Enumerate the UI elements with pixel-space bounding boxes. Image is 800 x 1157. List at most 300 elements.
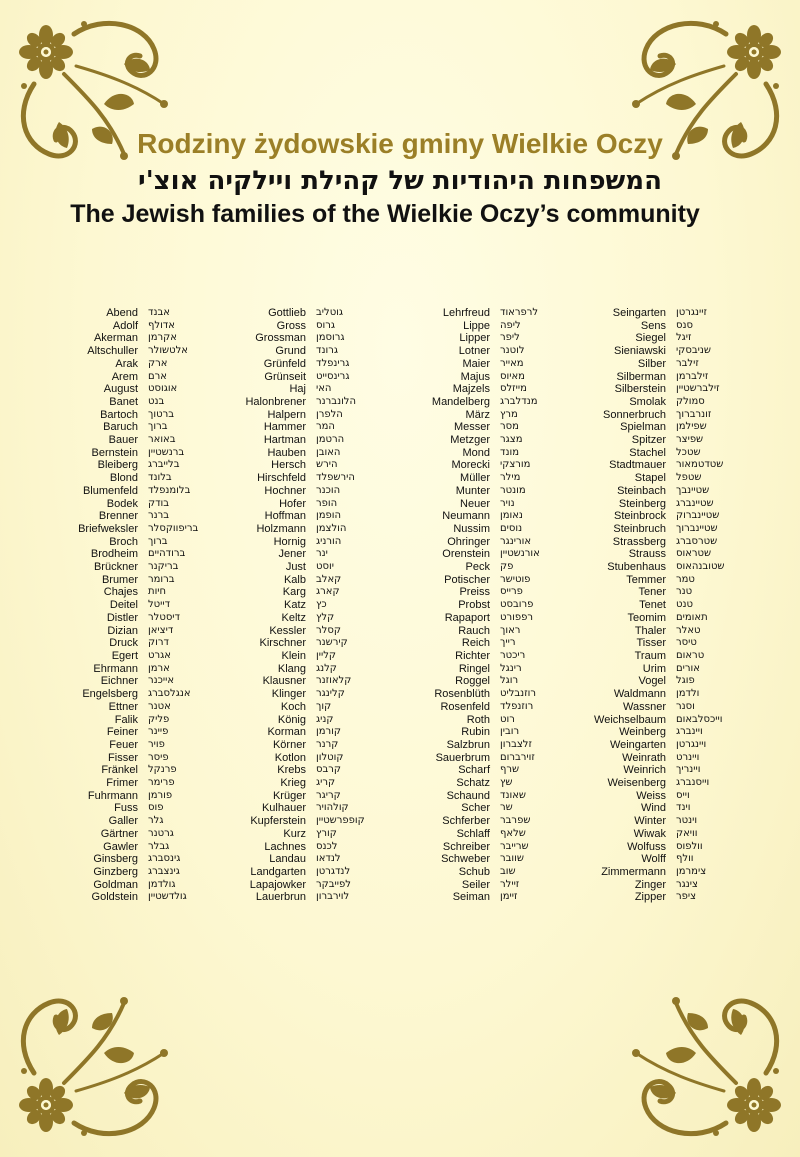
family-name-latin: Krüger [272, 789, 306, 802]
family-name-latin: Kulhauer [261, 802, 306, 815]
family-name-latin: Adolf [112, 319, 138, 332]
family-name-hebrew: וויאק [676, 827, 698, 839]
family-name-latin: Orenstein [442, 548, 490, 561]
family-name-hebrew: קולהויר [316, 802, 349, 814]
family-name-latin: Steinbach [617, 484, 666, 497]
family-name-hebrew: מונטר [500, 484, 526, 496]
family-name-hebrew: קלנג [316, 662, 337, 674]
family-name-latin: Gottlieb [268, 307, 306, 319]
family-name-hebrew: שטפל [676, 472, 702, 484]
family-name-hebrew: גוטליב [316, 307, 344, 318]
family-name-hebrew: שטיינברוך [676, 522, 718, 534]
family-name-hebrew: אלטשולר [148, 345, 188, 357]
family-name-hebrew: קריג [316, 777, 336, 789]
family-name-hebrew: מונד [500, 446, 519, 458]
family-name-latin: Karg [282, 586, 306, 599]
family-name-hebrew: שפילמן [676, 421, 707, 433]
family-name-hebrew: גרוסמן [316, 332, 345, 344]
family-name-hebrew: לנדאו [316, 853, 341, 865]
family-name-hebrew: קלץ [316, 611, 335, 623]
family-name-latin: Spielman [620, 421, 666, 434]
family-name-latin: Briefweksler [78, 522, 138, 535]
family-name-latin: Klang [277, 662, 306, 675]
family-name-latin: Chajes [103, 586, 138, 599]
family-name-hebrew: נאומן [500, 510, 523, 522]
family-name-latin: Bodek [106, 497, 138, 510]
family-name-latin: Majus [460, 370, 490, 383]
family-name-latin: Brückner [93, 561, 138, 574]
family-name-latin: Körner [272, 738, 306, 751]
family-name-hebrew: קרבס [316, 764, 342, 776]
family-name-hebrew: זילברמן [676, 370, 709, 382]
family-name-latin: Wassner [623, 700, 666, 713]
family-name-hebrew: ארם [148, 370, 167, 382]
family-name-hebrew: אוגוסט [148, 383, 178, 395]
family-name-latin: Messer [453, 421, 490, 434]
family-name-hebrew: סמולק [676, 395, 705, 407]
family-name-latin: Ginsberg [93, 853, 138, 866]
family-name-latin: Arem [111, 370, 138, 383]
family-name-latin: Grünseit [264, 370, 306, 383]
floral-ornament-bottom-left [4, 973, 184, 1153]
floral-ornament-bottom-right [616, 973, 796, 1153]
family-name-latin: Seiler [461, 878, 490, 891]
family-name-hebrew: ויינגרטן [676, 738, 707, 750]
family-name-latin: Frimer [106, 777, 138, 790]
family-name-latin: Bartoch [100, 408, 138, 421]
family-name-hebrew: אורנשטיין [500, 548, 540, 560]
family-name-hebrew: שאונד [500, 789, 526, 801]
family-name-hebrew: אקרמן [148, 332, 177, 344]
family-name-latin: Sonnerbruch [603, 408, 666, 421]
title-english: The Jewish families of the Wielkie Oczy’s community [70, 200, 700, 228]
names-column-2 [196, 307, 386, 904]
family-name-hebrew: שטכל [676, 446, 701, 458]
family-name-hebrew: ארמן [148, 662, 170, 674]
family-name-hebrew: ולדמן [676, 688, 700, 700]
family-name-hebrew: ליפר [500, 332, 520, 344]
family-name-latin: Ginzberg [93, 865, 138, 878]
family-name-hebrew: בלומנפלד [148, 484, 191, 496]
family-name-latin: Dizian [107, 624, 138, 637]
family-name-hebrew: פוטישר [500, 573, 531, 585]
family-name-latin: Metzger [450, 434, 490, 447]
family-name-hebrew: זוירברום [500, 751, 535, 763]
family-name-latin: Schub [458, 865, 490, 878]
family-name-hebrew: ויינרט [676, 751, 700, 763]
family-name-latin: Jener [278, 548, 306, 561]
family-name-latin: März [465, 408, 490, 421]
family-name-latin: Maier [462, 357, 490, 370]
family-name-latin: Munter [455, 484, 490, 497]
family-name-hebrew: הוכנר [316, 484, 341, 496]
family-name-hebrew: יוסט [316, 561, 334, 573]
family-name-hebrew: זיינגרטן [676, 307, 707, 318]
family-name-latin: Schaund [446, 789, 490, 802]
family-name-hebrew: אורים [676, 662, 700, 674]
family-name-latin: Klein [281, 649, 306, 662]
family-name-hebrew: לוירברון [316, 891, 350, 903]
family-name-latin: Schatz [456, 777, 490, 790]
names-column-3 [380, 307, 570, 904]
family-name-latin: Steinbruch [613, 522, 666, 535]
family-name-latin: Ohringer [447, 535, 490, 548]
family-name-hebrew: רוט [500, 713, 515, 725]
family-name-hebrew: וייכסלבאום [676, 713, 723, 725]
family-name-latin: Salzbrun [446, 738, 490, 751]
family-name-hebrew: הורניג [316, 535, 342, 547]
family-name-hebrew: הלפרן [316, 408, 343, 420]
family-name-hebrew: ראוך [500, 624, 521, 636]
family-name-latin: Weinrich [623, 764, 666, 777]
family-name-hebrew: האובן [316, 446, 341, 458]
family-name-hebrew: דרוק [148, 637, 169, 649]
family-name-hebrew: פרימר [148, 777, 175, 789]
family-name-hebrew: טמר [676, 573, 695, 585]
family-name-hebrew: ריכטר [500, 649, 526, 661]
family-name-latin: Kalb [283, 573, 306, 586]
family-name-hebrew: דייטל [148, 599, 171, 611]
family-name-hebrew: קליין [316, 649, 336, 661]
family-name-hebrew: טיסר [676, 637, 697, 649]
family-name-latin: Rosenfeld [440, 700, 490, 713]
family-name-latin: Winter [634, 815, 666, 828]
family-name-hebrew: קארג [316, 586, 340, 598]
family-name-latin: Sens [640, 319, 666, 332]
family-name-hebrew: גבלר [148, 840, 170, 852]
family-name-latin: Goldstein [91, 891, 138, 904]
family-name-hebrew: באואר [148, 434, 176, 446]
family-name-latin: Bernstein [91, 446, 138, 459]
family-name-hebrew: מייזלס [500, 383, 527, 395]
family-name-hebrew: מאייר [500, 357, 524, 369]
family-name-hebrew: בריקנר [148, 561, 179, 573]
family-name-hebrew: הופמן [316, 510, 342, 522]
family-name-hebrew: נוסים [500, 522, 523, 534]
family-name-hebrew: וייס [676, 789, 690, 801]
family-name-latin: Hauben [267, 446, 306, 459]
family-name-latin: Lotner [458, 345, 490, 358]
family-name-latin: Schweber [441, 853, 490, 866]
family-name-latin: Silberman [616, 370, 666, 383]
family-name-latin: Seingarten [612, 307, 666, 319]
family-name-hebrew: בלונד [148, 472, 172, 484]
family-name-hebrew: קלאוזנר [316, 675, 352, 687]
family-name-latin: Teomim [627, 611, 666, 624]
family-name-latin: Stachel [629, 446, 666, 459]
family-name-hebrew: קוטלון [316, 751, 344, 763]
family-name-hebrew: פרובסט [500, 599, 534, 611]
family-name-hebrew: קניג [316, 713, 334, 725]
family-name-latin: Lehrfreud [442, 307, 490, 319]
family-name-latin: Wolfuss [627, 840, 666, 853]
family-name-latin: Kupferstein [250, 815, 306, 828]
family-name-latin: Krebs [277, 764, 306, 777]
family-name-latin: Holzmann [256, 522, 306, 535]
family-name-latin: Haj [289, 383, 306, 396]
family-name-latin: Smolak [629, 395, 666, 408]
family-name-hebrew: רוזנפלד [500, 700, 534, 712]
family-name-hebrew: גרונד [316, 345, 338, 357]
family-name-hebrew: כץ [316, 599, 327, 611]
family-name-latin: Lapajowker [249, 878, 306, 891]
family-name-latin: Rosenblüth [434, 688, 490, 701]
family-name-latin: Grünfeld [263, 357, 306, 370]
family-name-latin: Hofer [279, 497, 306, 510]
family-name-hebrew: גינסברג [148, 853, 181, 865]
family-name-hebrew: רוזנבליט [500, 688, 537, 700]
family-name-latin: Neumann [442, 510, 490, 523]
family-name-latin: Preiss [459, 586, 490, 599]
family-name-hebrew: גינצברג [148, 865, 180, 877]
family-name-latin: Weinberg [619, 726, 666, 739]
family-name-latin: Scher [461, 802, 490, 815]
family-name-latin: König [277, 713, 306, 726]
family-name-latin: Bauer [108, 434, 138, 447]
family-name-hebrew: ויינברג [676, 726, 703, 738]
family-name-latin: Feiner [106, 726, 138, 739]
family-name-hebrew: דיסטלר [148, 611, 180, 623]
family-name-latin: Lachnes [264, 840, 306, 853]
family-name-latin: Ettner [108, 700, 138, 713]
family-name-hebrew: לכנס [316, 840, 338, 852]
family-name-hebrew: קירשנר [316, 637, 348, 649]
family-name-latin: Baruch [103, 421, 138, 434]
family-name-latin: Halonbrener [245, 395, 306, 408]
family-name-latin: Rubin [461, 726, 490, 739]
family-name-hebrew: וולפוס [676, 840, 703, 852]
family-name-hebrew: גרטנר [148, 827, 174, 839]
family-name-latin: Eichner [100, 675, 138, 688]
family-name-hebrew: בודק [148, 497, 170, 509]
family-name-hebrew: זיגל [676, 332, 692, 344]
family-name-hebrew: לפייבקר [316, 878, 351, 890]
family-name-hebrew: שוב [500, 865, 516, 877]
family-name-hebrew: אבנד [148, 307, 170, 318]
family-name-hebrew: טאלר [676, 624, 701, 636]
family-name-latin: Grund [275, 345, 306, 358]
family-name-hebrew: טראום [676, 649, 705, 661]
family-name-hebrew: קורמן [316, 726, 341, 738]
family-name-latin: Majzels [452, 383, 490, 396]
family-name-latin: Sauerbrum [435, 751, 490, 764]
family-name-hebrew: פוגל [676, 675, 695, 687]
family-name-latin: Stadtmauer [609, 459, 666, 472]
family-name-latin: Goldman [93, 878, 138, 891]
family-name-hebrew: רפפורט [500, 611, 533, 623]
family-name-hebrew: ארק [148, 357, 168, 369]
family-name-latin: Distler [106, 611, 138, 624]
family-name-hebrew: רייך [500, 637, 516, 649]
family-name-hebrew: ברודהיים [148, 548, 186, 560]
family-name-latin: Hochner [264, 484, 306, 497]
family-name-hebrew: הלונברנר [316, 395, 357, 407]
family-name-hebrew: שטרסברג [676, 535, 718, 547]
family-name-latin: Lauerbrun [255, 891, 306, 904]
family-name-hebrew: קאלב [316, 573, 342, 585]
family-name-hebrew: שפיצר [676, 434, 704, 446]
family-name-latin: Hammer [263, 421, 306, 434]
family-name-latin: Morecki [451, 459, 490, 472]
family-name-hebrew: ציפר [676, 891, 697, 903]
family-name-latin: Akerman [93, 332, 138, 345]
family-name-hebrew: זיילר [500, 878, 520, 890]
family-name-hebrew: הופר [316, 497, 338, 509]
family-name-latin: Stapel [634, 472, 666, 485]
family-name-latin: Weingarten [609, 738, 666, 751]
family-name-hebrew: מאיוס [500, 370, 525, 382]
family-name-hebrew: חיות [148, 586, 167, 598]
family-name-hebrew: דיציאן [148, 624, 174, 636]
family-name-latin: Just [285, 561, 306, 574]
family-name-latin: Krieg [280, 777, 306, 790]
family-name-hebrew: בלייברג [148, 459, 180, 471]
family-name-hebrew: גרינסייט [316, 370, 350, 382]
family-name-latin: Roth [466, 713, 490, 726]
family-name-latin: Blond [109, 472, 138, 485]
family-name-hebrew: לנדגרטן [316, 865, 351, 877]
family-name-hebrew: שטדטמאור [676, 459, 724, 471]
family-name-latin: Schferber [442, 815, 490, 828]
family-name-latin: Silberstein [614, 383, 666, 396]
family-name-latin: Landgarten [250, 865, 306, 878]
family-name-hebrew: שרף [500, 764, 520, 776]
family-name-latin: Siegel [635, 332, 666, 345]
family-name-latin: Weisenberg [607, 777, 666, 790]
family-name-latin: Hersch [271, 459, 306, 472]
family-name-hebrew: ברומר [148, 573, 175, 585]
family-name-latin: Broch [109, 535, 138, 548]
family-name-hebrew: צימרמן [676, 865, 707, 877]
family-name-latin: August [103, 383, 138, 396]
family-name-latin: Wolff [641, 853, 666, 866]
family-name-latin: Korman [267, 726, 306, 739]
family-name-latin: Hartman [263, 434, 306, 447]
family-name-hebrew: ברטוך [148, 408, 175, 420]
family-name-hebrew: הרטמן [316, 434, 345, 446]
family-name-latin: Weinrath [622, 751, 666, 764]
family-name-latin: Steinbrock [614, 510, 666, 523]
family-name-latin: Silber [637, 357, 666, 370]
family-name-latin: Urim [642, 662, 666, 675]
family-name-latin: Nussim [453, 522, 490, 535]
family-name-latin: Feuer [109, 738, 138, 751]
family-name-hebrew: וסנר [676, 700, 695, 712]
family-name-hebrew: ליפה [500, 319, 521, 331]
family-name-hebrew: זונרברוך [676, 408, 712, 420]
family-name-hebrew: הירשפלד [316, 472, 355, 484]
family-name-latin: Potischer [444, 573, 490, 586]
family-name-hebrew: פויר [148, 738, 165, 750]
family-name-latin: Roggel [455, 675, 490, 688]
family-name-hebrew: קרנר [316, 738, 339, 750]
family-name-hebrew: בריפווקסלר [148, 522, 199, 534]
family-name-hebrew: גולדשטיין [148, 891, 187, 903]
family-name-latin: Temmer [626, 573, 666, 586]
family-name-latin: Fuhrmann [87, 789, 138, 802]
family-name-latin: Gross [276, 319, 306, 332]
family-name-latin: Brumer [101, 573, 138, 586]
family-name-hebrew: אגרט [148, 649, 171, 661]
family-name-latin: Blumenfeld [82, 484, 138, 497]
family-name-latin: Müller [460, 472, 490, 485]
family-name-latin: Rapaport [444, 611, 490, 624]
family-name-latin: Weichselbaum [594, 713, 666, 726]
family-name-hebrew: זלצברון [500, 738, 532, 750]
family-name-latin: Fisser [108, 751, 138, 764]
family-name-hebrew: שטיינברוק [676, 510, 720, 522]
family-name-hebrew: פק [500, 561, 514, 573]
family-name-hebrew: מסר [500, 421, 519, 433]
family-name-latin: Hornig [273, 535, 306, 548]
family-name-latin: Rauch [458, 624, 490, 637]
family-name-latin: Zimmermann [601, 865, 666, 878]
family-name-hebrew: פורמן [148, 789, 173, 801]
family-name-latin: Tenet [639, 599, 666, 612]
family-name-latin: Steinberg [618, 497, 666, 510]
family-name-hebrew: ברוך [148, 535, 168, 547]
family-name-latin: Strassberg [612, 535, 666, 548]
family-name-latin: Seiman [452, 891, 490, 904]
family-name-latin: Peck [465, 561, 490, 574]
family-name-hebrew: טנט [676, 599, 693, 611]
family-name-latin: Druck [109, 637, 138, 650]
family-name-latin: Abend [106, 307, 138, 319]
family-name-latin: Keltz [281, 611, 306, 624]
family-name-latin: Zinger [634, 878, 666, 891]
family-name-hebrew: פיסר [148, 751, 169, 763]
family-name-hebrew: רוגל [500, 675, 519, 687]
family-name-latin: Lippe [463, 319, 490, 332]
family-name-hebrew: גרינפלד [316, 357, 350, 369]
family-name-hebrew: אדולף [148, 319, 175, 331]
family-name-latin: Fuss [114, 802, 138, 815]
family-name-latin: Hoffman [264, 510, 306, 523]
family-name-hebrew: לרפראוד [500, 307, 539, 318]
family-name-hebrew: קופפרשטיין [316, 815, 365, 827]
family-name-hebrew: פרנקל [148, 764, 177, 776]
family-name-hebrew: פיינר [148, 726, 169, 738]
family-name-latin: Falik [114, 713, 138, 726]
family-name-hebrew: שץ [500, 777, 513, 789]
family-name-hebrew: תאומים [676, 611, 708, 623]
family-name-hebrew: שטובנהאוס [676, 561, 725, 573]
family-name-latin: Stubenhaus [607, 561, 666, 574]
family-name-hebrew: מנדלברג [500, 395, 538, 407]
family-name-hebrew: מצגר [500, 434, 523, 446]
family-name-hebrew: נויר [500, 497, 515, 509]
family-name-latin: Kirschner [259, 637, 306, 650]
family-name-latin: Tener [638, 586, 666, 599]
family-name-hebrew: טנר [676, 586, 693, 598]
family-name-hebrew: אורינגר [500, 535, 532, 547]
family-name-hebrew: רובין [500, 726, 520, 738]
family-name-latin: Banet [109, 395, 138, 408]
names-column-1 [28, 307, 218, 904]
family-name-latin: Deitel [109, 599, 138, 612]
family-name-latin: Wiwak [633, 827, 666, 840]
family-name-hebrew: המר [316, 421, 335, 433]
family-name-latin: Zipper [634, 891, 666, 904]
family-name-hebrew: קסלר [316, 624, 341, 636]
family-name-latin: Ehrmann [93, 662, 138, 675]
family-name-hebrew: וייסנברג [676, 777, 710, 789]
family-name-hebrew: שוובר [500, 853, 524, 865]
family-name-latin: Thaler [634, 624, 666, 637]
family-name-latin: Brodheim [90, 548, 138, 561]
family-name-hebrew: פוס [148, 802, 164, 814]
family-name-hebrew: שטראוס [676, 548, 712, 560]
